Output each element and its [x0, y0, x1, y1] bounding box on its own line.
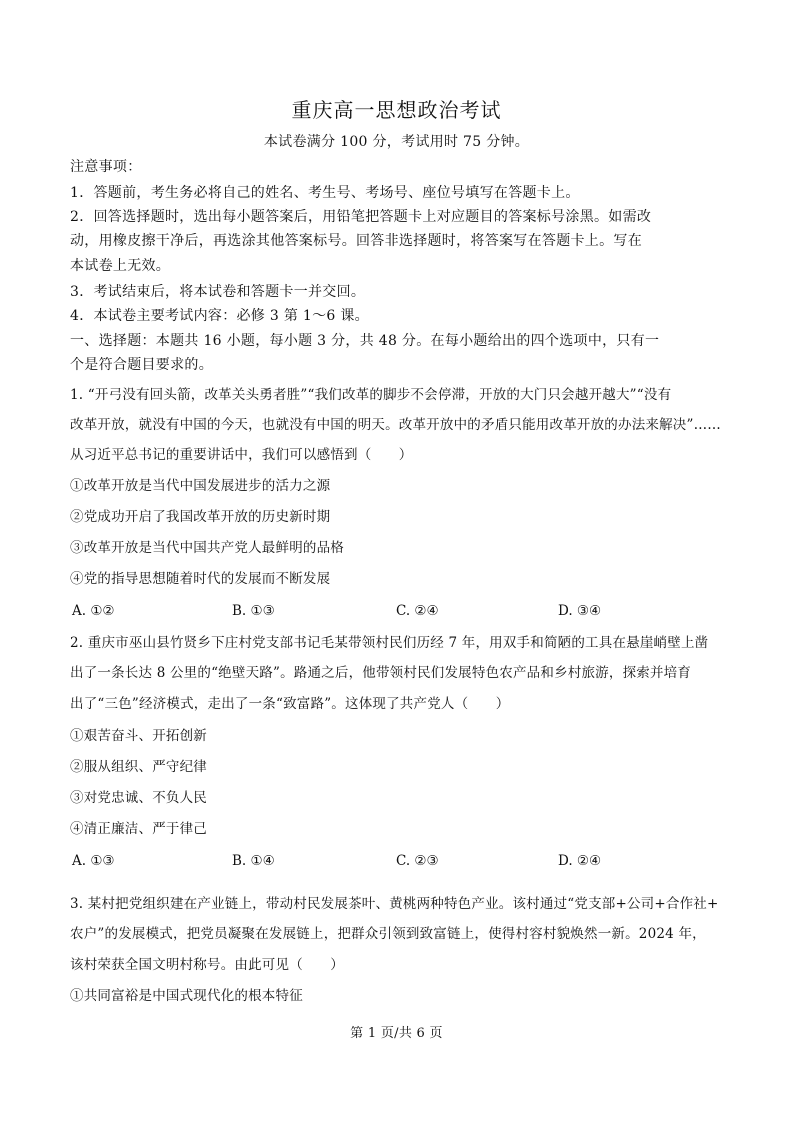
question-2-stem: 出了一条长达 8 公里的“绝壁天路”。路通之后，他带领村民们发展特色农产品和乡村旅游，探索并培育: [70, 665, 692, 681]
question-2-stem: 出了“三色”经济模式，走出了一条“致富路”。这体现了共产党人（ ）: [70, 696, 510, 712]
question-1-stem: 改革开放，就没有中国的今天，也就没有中国的明天。改革开放中的矛盾只能用改革开放的办法来解决”……: [70, 417, 722, 433]
question-1-statement: ④党的指导思想随着时代的发展而不断发展: [70, 571, 331, 587]
question-1-statement: ②党成功开启了我国改革开放的历史新时期: [70, 509, 331, 525]
note-line: 动，用橡皮擦干净后，再选涂其他答案标号。回答非选择题时，将答案写在答题卡上。写在: [70, 233, 642, 249]
note-line: 2．回答选择题时，选出每小题答案后，用铅笔把答题卡上对应题目的答案标号涂黑。如需改: [70, 209, 652, 225]
page-number: 第 1 页/共 6 页: [350, 1026, 443, 1041]
question-1-stem: 1. “开弓没有回头箭，改革关头勇者胜”“我们改革的脚步不会停滞，开放的大门只会越开越大”“没有: [70, 387, 672, 403]
exam-info: 本试卷满分 100 分，考试用时 75 分钟。: [263, 134, 530, 150]
question-2-option-c: C. ②③: [396, 853, 439, 869]
question-1-statement: ③改革开放是当代中国共产党人最鲜明的品格: [70, 540, 344, 556]
question-2-statement: ③对党忠诚、不负人民: [70, 790, 207, 806]
question-2-option-b: B. ①④: [232, 853, 275, 869]
note-line: 3．考试结束后，将本试卷和答题卡一并交回。: [70, 284, 366, 300]
question-1-option-a: A. ①②: [72, 603, 115, 619]
question-2-statement: ①艰苦奋斗、开拓创新: [70, 728, 207, 744]
question-3-stem: 3. 某村把党组织建在产业链上，带动村民发展茶叶、黄桃两种特色产业。该村通过“党支部+公司+合作社+: [70, 896, 719, 912]
question-3-stem: 该村荣获全国文明村称号。由此可见（ ）: [70, 957, 344, 973]
page-title: 重庆高一思想政治考试: [291, 98, 502, 122]
question-1-option-b: B. ①③: [232, 603, 275, 619]
question-3-statement: ①共同富裕是中国式现代化的根本特征: [70, 988, 303, 1004]
question-2-stem: 2. 重庆市巫山县竹贤乡下庄村党支部书记毛某带领村民们历经 7 年，用双手和简陋的工具在悬崖峭壁上凿: [70, 635, 709, 651]
question-1-statement: ①改革开放是当代中国发展进步的活力之源: [70, 478, 331, 494]
question-2-option-d: D. ②④: [558, 853, 602, 869]
question-2-option-a: A. ①③: [72, 853, 115, 869]
note-line: 1．答题前，考生务必将自己的姓名、考生号、考场号、座位号填写在答题卡上。: [70, 185, 580, 201]
question-2-statement: ②服从组织、严守纪律: [70, 759, 207, 775]
note-line: 4．本试卷主要考试内容：必修 3 第 1～6 课。: [70, 308, 369, 324]
question-1-option-c: C. ②④: [396, 603, 439, 619]
question-2-statement: ④清正廉洁、严于律己: [70, 821, 207, 837]
section-heading-cont: 个是符合题目要求的。: [70, 357, 213, 373]
question-1-stem: 从习近平总书记的重要讲话中，我们可以感悟到（ ）: [70, 447, 413, 463]
section-heading: 一、选择题：本题共 16 小题，每小题 3 分，共 48 分。在每小题给出的四个选项中，只有一: [70, 333, 660, 349]
note-line: 本试卷上无效。: [70, 258, 171, 274]
question-3-stem: 农户”的发展模式，把党员凝聚在发展链上，把群众引领到致富链上，使得村容村貌焕然一新。2024 年，: [70, 926, 706, 942]
question-1-option-d: D. ③④: [558, 603, 602, 619]
notes-heading: 注意事项：: [70, 159, 142, 175]
